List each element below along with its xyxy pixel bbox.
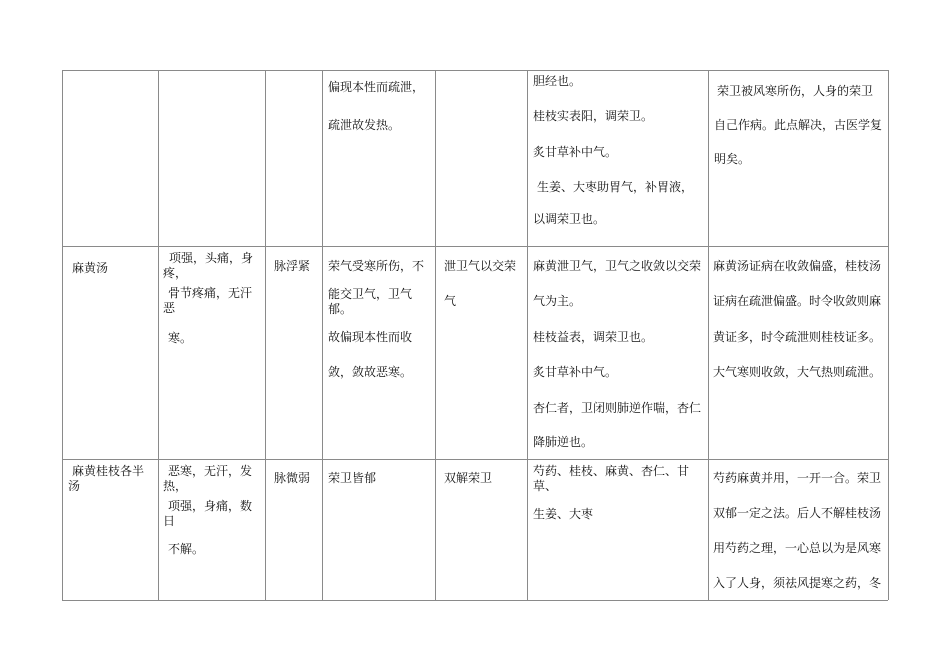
cell-line: 热，: [163, 479, 188, 493]
cell-line: 芍药、桂枝、麻黄、杏仁、甘: [533, 464, 690, 478]
cell-line: 郁。: [328, 302, 353, 316]
cell-line: 黄证多，时令疏泄则桂枝证多。: [713, 330, 882, 344]
cell-line: 胆经也。: [533, 74, 582, 88]
cell-line: 双郁一定之法。后人不解桂枝汤: [713, 506, 882, 520]
cell-line: 桂枝实表阳，调荣卫。: [533, 109, 654, 123]
cell-line: 不解。: [168, 542, 205, 556]
cell-line: 脉浮紧: [274, 259, 311, 273]
cell-line: 气为主。: [533, 294, 582, 308]
cell-line: 恶: [163, 301, 176, 315]
cell-line: 日: [163, 514, 176, 528]
cell-line: 能交卫气，卫气: [328, 287, 413, 301]
col-divider-4: [435, 70, 436, 600]
cell-line: 荣卫皆郁: [328, 471, 377, 485]
cell-line: 炙甘草补中气。: [533, 365, 618, 379]
col-divider-6: [708, 70, 709, 600]
cell-line: 脉微弱: [274, 471, 311, 485]
cell-line: 杏仁者，卫闭则肺逆作喘，杏仁: [533, 401, 702, 415]
cell-line: 故偏现本性而收: [328, 330, 413, 344]
col-divider-5: [527, 70, 528, 600]
cell-line: 大气寒则收敛，大气热则疏泄。: [713, 365, 882, 379]
cell-line: 降肺逆也。: [533, 435, 594, 449]
cell-line: 芍药麻黄并用，一开一合。荣卫: [713, 471, 882, 485]
cell-line: 疏泄故发热。: [328, 118, 401, 132]
cell-line: 寒。: [168, 331, 193, 345]
cell-line: 偏现本性而疏泄，: [328, 80, 425, 94]
row-divider-2: [62, 459, 888, 460]
table-top-border: [62, 70, 888, 71]
cell-line: 入了人身，须祛风提寒之药，冬: [713, 576, 882, 590]
row-divider-1: [62, 246, 888, 247]
cell-line: 项强，身痛，数: [168, 499, 253, 513]
cell-line: 炙甘草补中气。: [533, 145, 618, 159]
cell-line: 荣气受寒所伤，不: [328, 259, 425, 273]
cell-line: 麻黄汤证病在收敛偏盛，桂枝汤: [713, 259, 882, 273]
cell-line: 桂枝益表，调荣卫也。: [533, 330, 654, 344]
cell-line: 生姜、大枣: [533, 507, 594, 521]
cell-line: 恶寒，无汗，发: [168, 464, 253, 478]
cell-line: 麻黄汤: [72, 261, 109, 275]
cell-line: 以调荣卫也。: [533, 212, 606, 226]
cell-line: 气: [444, 294, 457, 308]
cell-line: 敛，敛故恶寒。: [328, 365, 413, 379]
cell-line: 明矣。: [714, 152, 751, 166]
cell-line: 疼，: [163, 266, 188, 280]
cell-line: 麻黄泄卫气，卫气之收敛以交荣: [533, 259, 702, 273]
cell-line: 项强，头痛，身: [169, 251, 254, 265]
cell-line: 证病在疏泄偏盛。时令收敛则麻: [713, 294, 882, 308]
cell-line: 草、: [533, 479, 558, 493]
col-divider-0: [62, 70, 63, 600]
cell-line: 泄卫气以交荣: [444, 259, 517, 273]
cell-line: 骨节疼痛，无汗: [168, 286, 253, 300]
cell-line: 荣卫被风寒所伤，人身的荣卫: [717, 84, 874, 98]
cell-line: 生姜、大枣助胃气，补胃液，: [537, 180, 694, 194]
col-divider-3: [322, 70, 323, 600]
cell-line: 自己作病。此点解决，古医学复: [714, 118, 883, 132]
cell-line: 麻黄桂枝各半: [72, 464, 145, 478]
cell-line: 用芍药之理，一心总以为是风寒: [713, 541, 882, 555]
cell-line: 汤: [68, 479, 81, 493]
table-bottom-border: [62, 600, 888, 601]
col-divider-1: [158, 70, 159, 600]
cell-line: 双解荣卫: [444, 471, 493, 485]
col-divider-2: [265, 70, 266, 600]
col-divider-7: [888, 70, 889, 600]
